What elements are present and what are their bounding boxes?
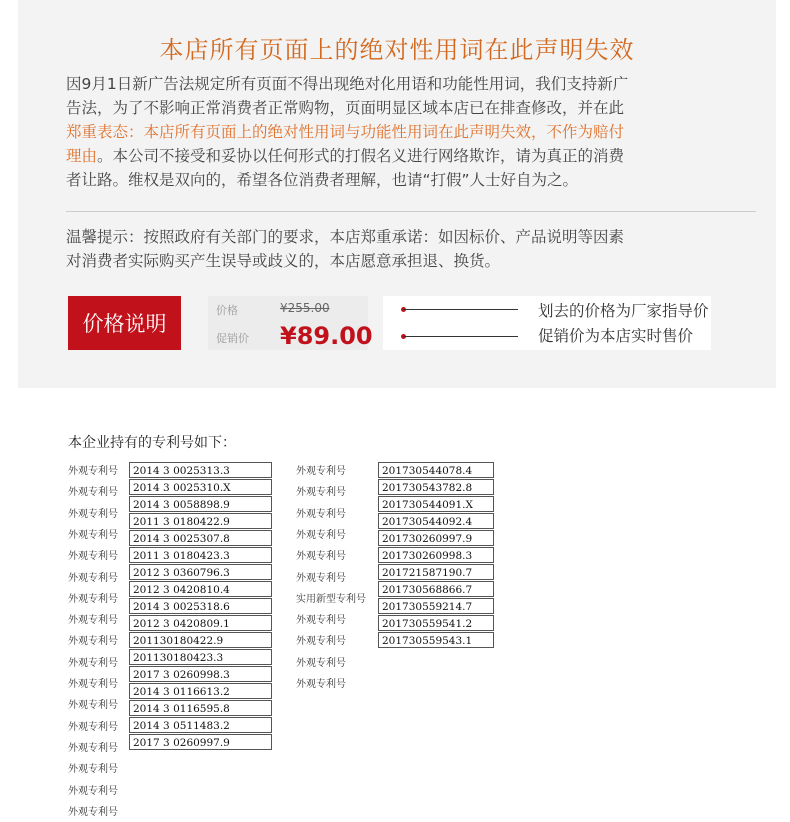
patent-type-label: 外观专利号 <box>68 466 118 477</box>
patent-type-label: 外观专利号 <box>68 615 118 626</box>
patent-type-label: 实用新型专利号 <box>296 594 366 605</box>
patent-type-label: 外观专利号 <box>68 807 118 818</box>
patent-type-label: 外观专利号 <box>68 700 118 711</box>
patent-type-label: 外观专利号 <box>68 573 118 584</box>
patent-list-title: 本企业持有的专利号如下： <box>68 435 236 451</box>
patent-number: 2012 3 0420809.1 <box>129 615 272 631</box>
patent-number: 201730559543.1 <box>378 632 494 648</box>
patent-type-label: 外观专利号 <box>68 764 118 775</box>
patent-type-label: 外观专利号 <box>296 487 346 498</box>
patent-type-label: 外观专利号 <box>296 573 346 584</box>
sale-price-label: 促销价 <box>216 332 249 345</box>
pointer-line <box>403 309 518 310</box>
pointer-line <box>403 336 518 337</box>
patent-type-label: 外观专利号 <box>68 487 118 498</box>
patent-type-label: 外观专利号 <box>68 509 118 520</box>
patent-number: 2011 3 0180422.9 <box>129 513 272 529</box>
patent-number: 201730544078.4 <box>378 462 494 478</box>
patent-number: 2014 3 0025310.X <box>129 479 272 495</box>
patent-type-label: 外观专利号 <box>68 551 118 562</box>
disclaimer-line: 告法，为了不影响正常消费者正常购物，页面明显区域本店已在排查修改，并在此 <box>66 99 625 117</box>
patent-number: 2017 3 0260998.3 <box>129 666 272 682</box>
tip-line: 温馨提示：按照政府有关部门的要求，本店郑重承诺：如因标价、产品说明等因素 <box>66 228 625 246</box>
patent-type-label: 外观专利号 <box>296 658 346 669</box>
patent-type-label: 外观专利号 <box>68 722 118 733</box>
patent-number: 201730543782.8 <box>378 479 494 495</box>
patent-number: 2014 3 0058898.9 <box>129 496 272 512</box>
disclaimer-line-rest: 。本公司不接受和妥协以任何形式的打假名义进行网络欺诈，请为真正的消费 <box>97 147 625 165</box>
patent-type-label: 外观专利号 <box>296 530 346 541</box>
sale-price-value: ¥89.00 <box>280 322 373 350</box>
original-price-value: ¥255.00 <box>280 301 330 315</box>
patent-number: 201730568866.7 <box>378 581 494 597</box>
patent-number: 201721587190.7 <box>378 564 494 580</box>
patent-number: 2014 3 0116595.8 <box>129 700 272 716</box>
patent-number: 2014 3 0025318.6 <box>129 598 272 614</box>
disclaimer-highlight-word: 理由 <box>66 147 98 165</box>
patent-number: 201730559541.2 <box>378 615 494 631</box>
patent-type-label: 外观专利号 <box>68 594 118 605</box>
patent-number: 201130180423.3 <box>129 649 272 665</box>
disclaimer-panel <box>18 0 776 388</box>
patent-number: 201130180422.9 <box>129 632 272 648</box>
patent-type-label: 外观专利号 <box>68 636 118 647</box>
patent-number: 2011 3 0180423.3 <box>129 547 272 563</box>
price-sample-box <box>208 296 373 350</box>
price-explanation-box <box>383 296 711 350</box>
patent-type-label: 外观专利号 <box>296 551 346 562</box>
patent-number: 2012 3 0420810.4 <box>129 581 272 597</box>
patent-number: 201730544092.4 <box>378 513 494 529</box>
original-price-label: 价格 <box>216 304 238 317</box>
divider <box>66 211 756 212</box>
tip-line: 对消费者实际购买产生误导或歧义的，本店愿意承担退、换货。 <box>66 252 501 270</box>
disclaimer-line <box>66 144 756 168</box>
disclaimer-title: 本店所有页面上的绝对性用词在此声明失效 <box>159 36 635 64</box>
patent-number: 201730260997.9 <box>378 530 494 546</box>
patent-type-label: 外观专利号 <box>296 466 346 477</box>
patent-type-label: 外观专利号 <box>68 658 118 669</box>
sale-price-explanation: 促销价为本店实时售价 <box>538 327 694 345</box>
patent-number: 201730260998.3 <box>378 547 494 563</box>
patent-type-label: 外观专利号 <box>68 530 118 541</box>
patent-type-label: 外观专利号 <box>296 679 346 690</box>
patent-type-label: 外观专利号 <box>68 786 118 797</box>
patent-number: 2014 3 0511483.2 <box>129 717 272 733</box>
patent-type-label: 外观专利号 <box>68 743 118 754</box>
patent-type-label: 外观专利号 <box>296 615 346 626</box>
patent-number: 201730559214.7 <box>378 598 494 614</box>
disclaimer-body <box>66 72 756 192</box>
patent-number: 2012 3 0360796.3 <box>129 564 272 580</box>
patent-number: 2014 3 0025307.8 <box>129 530 272 546</box>
patent-type-label: 外观专利号 <box>296 509 346 520</box>
disclaimer-line: 者让路。维权是双向的，希望各位消费者理解，也请“打假”人士好自为之。 <box>66 171 579 189</box>
warm-tip <box>66 225 756 273</box>
price-explanation-label: 价格说明 <box>68 296 181 350</box>
disclaimer-line: 因9月1日新广告法规定所有页面不得出现绝对化用语和功能性用词，我们支持新广 <box>66 75 629 93</box>
disclaimer-highlight-line: 郑重表态：本店所有页面上的绝对性用词与功能性用词在此声明失效，不作为赔付 <box>66 123 625 141</box>
patent-type-label: 外观专利号 <box>296 636 346 647</box>
original-price-explanation: 划去的价格为厂家指导价 <box>538 302 709 320</box>
patent-number: 2017 3 0260997.9 <box>129 734 272 750</box>
patent-type-label: 外观专利号 <box>68 679 118 690</box>
patent-number: 2014 3 0116613.2 <box>129 683 272 699</box>
patent-number: 201730544091.X <box>378 496 494 512</box>
patent-number: 2014 3 0025313.3 <box>129 462 272 478</box>
